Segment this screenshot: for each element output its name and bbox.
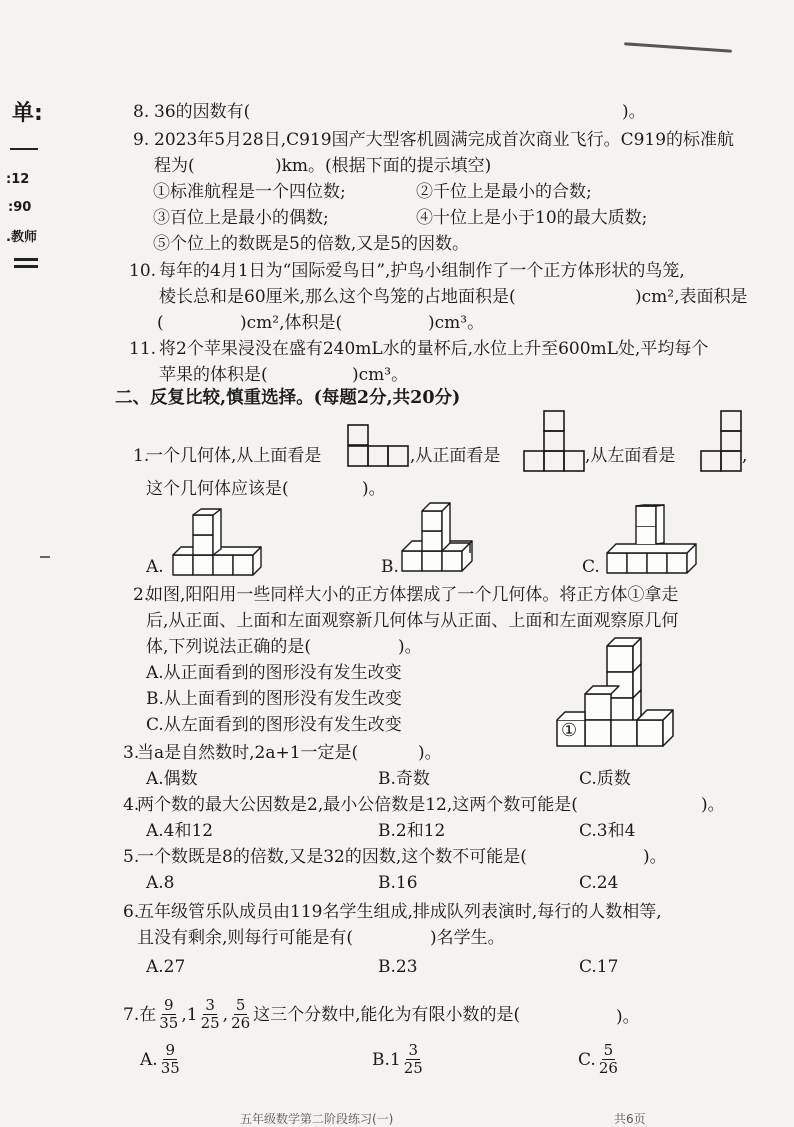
front-view-figure: [523, 410, 585, 472]
left-strip-line-c: .教师: [6, 230, 37, 245]
option-label: C.: [578, 1049, 596, 1070]
s2-q5-option-a[interactable]: A.8: [146, 873, 175, 893]
left-strip-mark-2: [14, 265, 38, 268]
option-fraction: [402, 1042, 425, 1077]
s2-q4-option-b[interactable]: B.2和12: [378, 821, 446, 841]
option-label: B.1: [372, 1049, 401, 1070]
option-c-cube-figure[interactable]: [606, 504, 698, 574]
frac-den: 25: [403, 1059, 423, 1077]
s2-q2-line2: 后,从正面、上面和左面观察新几何体与从正面、上面和左面观察原几何: [146, 611, 679, 631]
section2-title: 二、反复比较,慎重选择。(每题2分,共20分): [115, 388, 461, 408]
q9-hint-5: ⑤个位上的数既是5的倍数,又是5的因数。: [153, 234, 470, 254]
s2-q2-line3a: 体,下列说法正确的是(: [146, 637, 312, 657]
left-strip-line-b: :90: [8, 200, 32, 215]
s2-q6-option-a[interactable]: A.27: [146, 957, 186, 977]
frac-den: 26: [231, 1014, 251, 1032]
frac-den: 26: [598, 1059, 618, 1077]
s2-q1-line2a: 这个几何体应该是(: [146, 479, 289, 499]
s2-q7-option-b[interactable]: [372, 1042, 426, 1077]
left-strip-rule: [10, 148, 38, 150]
frac-num: 3: [408, 1041, 419, 1059]
s2-q7-stem: [123, 997, 520, 1032]
s2-q7-fraction-2: [199, 997, 222, 1032]
s2-q1-part-d: ,: [742, 446, 748, 466]
s2-q2-option-c[interactable]: C.从左面看到的图形没有发生改变: [146, 715, 402, 735]
s2-q7-fraction-3: [229, 997, 252, 1032]
s2-q1-line2b: )。: [362, 479, 386, 499]
frac-num: 5: [603, 1041, 614, 1059]
s2-q6-line2b: )名学生。: [430, 928, 505, 948]
q10-number: 10.: [129, 261, 157, 281]
s2-q1-number: 1.: [133, 446, 150, 466]
q11-line2a: 苹果的体积是(: [159, 365, 268, 385]
s2-q3-option-b[interactable]: B.奇数: [378, 769, 430, 789]
s2-q2-number: 2.: [133, 585, 150, 605]
q11-number: 11.: [129, 339, 157, 359]
q8-close: )。: [622, 102, 646, 122]
option-a-cube-figure[interactable]: [172, 508, 262, 576]
frac-den: 35: [159, 1014, 179, 1032]
q9-hint-4: ④十位上是小于10的最大质数;: [416, 208, 648, 228]
q8-number: 8.: [133, 102, 150, 122]
s2-q5-option-b[interactable]: B.16: [378, 873, 418, 893]
q10-line3a: (: [157, 313, 164, 333]
s2-q7-sep2: ,: [222, 1004, 229, 1025]
s2-q7-number: 7.: [123, 1004, 140, 1025]
s2-q7-sep1: ,1: [181, 1004, 198, 1025]
q10-line1: 每年的4月1日为“国际爱鸟日”,护鸟小组制作了一个正方体形状的鸟笼,: [159, 261, 685, 281]
frac-num: 9: [165, 1041, 175, 1059]
q11-line1: 将2个苹果浸没在盛有240mL水的量杯后,水位上升至600mL处,平均每个: [159, 339, 709, 359]
s2-q7-option-c[interactable]: [578, 1042, 621, 1077]
frac-num: 5: [235, 996, 246, 1014]
s2-q2-line3b: )。: [398, 637, 422, 657]
s2-q5-number: 5.: [123, 847, 140, 867]
s2-q1-part-b: ,从正面看是: [410, 446, 501, 466]
left-strip-dot: [40, 556, 50, 558]
s2-q6-line2a: 且没有剩余,则每行可能是有(: [137, 928, 354, 948]
s2-q7-prefix: 在: [139, 1004, 157, 1025]
s2-q3-option-c[interactable]: C.质数: [579, 769, 631, 789]
frac-num: 9: [164, 996, 174, 1014]
q9-line2a: 程为(: [154, 156, 195, 176]
q10-line3b: )cm²,体积是(: [240, 313, 343, 333]
s2-q3-option-a[interactable]: A.偶数: [146, 769, 198, 789]
s2-q3-text-b: )。: [418, 743, 442, 763]
s2-q4-text-a: 两个数的最大公因数是2,最小公倍数是12,这两个数可能是(: [137, 795, 578, 815]
q9-line1: 2023年5月28日,C919国产大型客机圆满完成首次商业飞行。C919的标准航: [154, 130, 735, 150]
s2-q7-option-a[interactable]: [140, 1042, 183, 1077]
s2-q6-option-c[interactable]: C.17: [579, 957, 619, 977]
s2-q1-option-a[interactable]: A.: [146, 557, 164, 577]
footer-left: 五年级数学第二阶段练习(一): [240, 1112, 394, 1126]
s2-q7-text-b: )。: [616, 1007, 640, 1027]
s2-q1-option-c[interactable]: C.: [582, 557, 600, 577]
top-view-figure: [347, 424, 409, 469]
left-view-figure: [700, 410, 742, 472]
s2-q2-option-b[interactable]: B.从上面看到的图形没有发生改变: [146, 689, 402, 709]
s2-q5-text-b: )。: [643, 847, 667, 867]
s2-q2-option-a[interactable]: A.从正面看到的图形没有发生改变: [146, 663, 402, 683]
q9-line2b: )km。(根据下面的提示填空): [275, 156, 492, 176]
s2-q1-option-b[interactable]: B.: [381, 557, 399, 577]
q9-number: 9.: [133, 130, 150, 150]
s2-q1-part-a: 一个几何体,从上面看是: [146, 446, 322, 466]
option-b-cube-figure[interactable]: [401, 500, 481, 572]
s2-q5-option-c[interactable]: C.24: [579, 873, 619, 893]
s2-q5-text-a: 一个数既是8的倍数,又是32的因数,这个数不可能是(: [137, 847, 527, 867]
s2-q7-fraction-1: [157, 997, 180, 1032]
q10-line3c: )cm³。: [428, 313, 485, 333]
frac-den: 35: [160, 1059, 180, 1077]
frac-num: 3: [205, 996, 215, 1014]
s2-q3-text-a: 当a是自然数时,2a+1一定是(: [137, 743, 359, 763]
footer-right: 共6页: [614, 1112, 646, 1126]
q8-text: 36的因数有(: [154, 102, 251, 122]
option-fraction: [597, 1042, 620, 1077]
q2-figure-label: ①: [561, 720, 578, 741]
s2-q2-line1: 如图,阳阳用一些同样大小的正方体摆成了一个几何体。将正方体①拿走: [146, 585, 679, 605]
s2-q4-text-b: )。: [701, 795, 725, 815]
option-fraction: [159, 1042, 182, 1077]
s2-q4-option-c[interactable]: C.3和4: [579, 821, 636, 841]
left-strip-mark-1: [14, 258, 38, 261]
q10-line2b: )cm²,表面积是: [635, 287, 748, 307]
s2-q4-number: 4.: [123, 795, 140, 815]
q9-hint-3: ③百位上是最小的偶数;: [153, 208, 329, 228]
left-strip-heading: 单:: [12, 101, 43, 126]
s2-q3-number: 3.: [123, 743, 140, 763]
s2-q4-option-a[interactable]: A.4和12: [146, 821, 214, 841]
left-strip-line-a: :12: [6, 172, 30, 187]
s2-q6-line1: 五年级管乐队成员由119名学生组成,排成队列表演时,每行的人数相等,: [137, 902, 662, 922]
q10-line2a: 棱长总和是60厘米,那么这个鸟笼的占地面积是(: [159, 287, 516, 307]
scan-smudge: [624, 42, 732, 53]
s2-q6-option-b[interactable]: B.23: [378, 957, 418, 977]
q9-hint-2: ②千位上是最小的合数;: [416, 182, 592, 202]
q11-line2b: )cm³。: [352, 365, 409, 385]
s2-q1-part-c: ,从左面看是: [585, 446, 676, 466]
frac-den: 25: [200, 1014, 220, 1032]
option-label: A.: [140, 1049, 158, 1070]
q9-hint-1: ①标准航程是一个四位数;: [153, 182, 346, 202]
s2-q7-text-a: 这三个分数中,能化为有限小数的是(: [253, 1004, 521, 1025]
s2-q6-number: 6.: [123, 902, 140, 922]
